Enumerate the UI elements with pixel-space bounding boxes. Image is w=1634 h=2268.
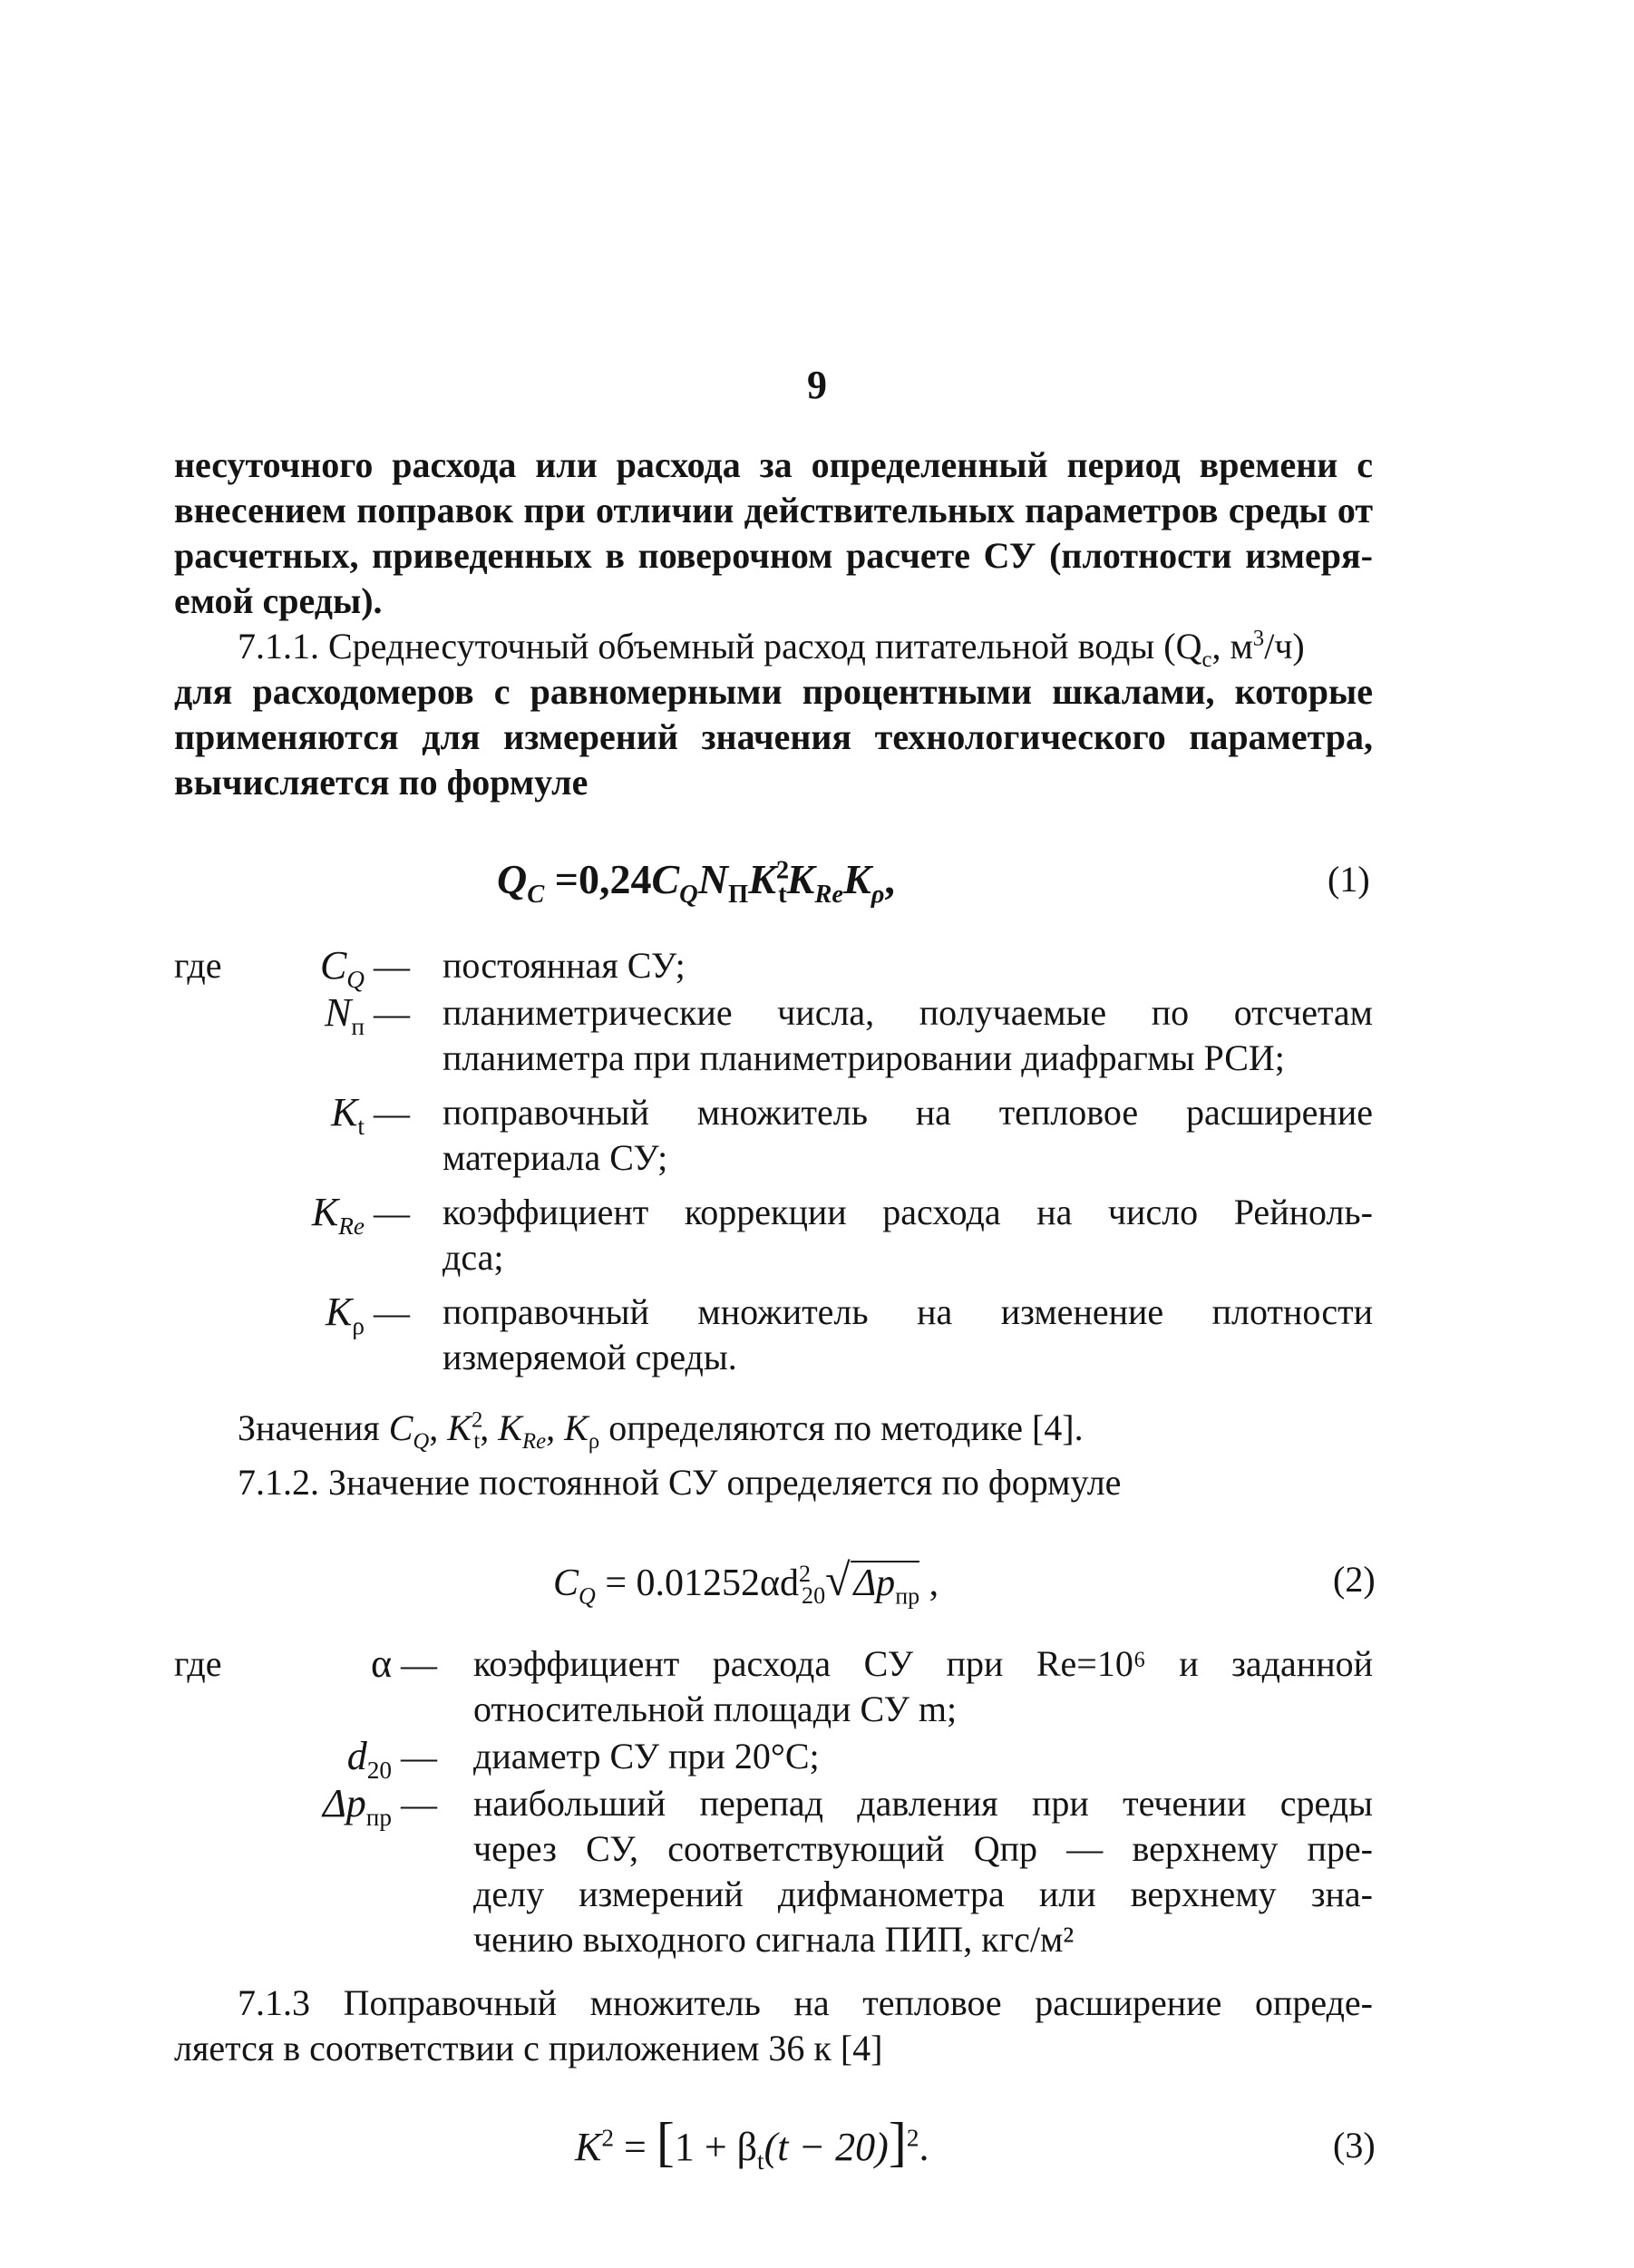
def4-dash: — — [374, 1192, 410, 1233]
f2-d-sub: 20 — [802, 1582, 826, 1610]
def8-sub: пр — [365, 1803, 392, 1831]
def2-dash: — — [374, 993, 410, 1034]
f3-open: [ — [656, 2112, 675, 2172]
f3-lhs: K — [575, 2125, 602, 2169]
page-number: 9 — [807, 363, 827, 407]
values-c: C — [388, 1407, 413, 1448]
def3-sym: K — [331, 1090, 358, 1134]
def5-text-1: поправочный множитель на изменение плотности — [443, 1291, 1373, 1332]
section-711-line-4: вычисляется по формуле — [174, 762, 588, 803]
f1-k1-sub: t — [778, 881, 787, 910]
f2-d-sup: 2 — [799, 1561, 812, 1587]
intro-line-2: внесением поправок при отличии действительных параметров среды от — [174, 490, 1373, 530]
def2-text-1: планиметрические числа, получаемые по отсчетам — [443, 992, 1373, 1033]
values-c-sub: Q — [413, 1429, 430, 1454]
def4-sym-kre — [265, 1190, 410, 1240]
def3-dash: — — [374, 1093, 410, 1134]
f3-close: ] — [888, 2112, 907, 2172]
def5-text-2: измеряемой среды. — [443, 1337, 737, 1377]
f1-c: C — [651, 856, 680, 902]
section-711-unit-tail: /ч) — [1264, 626, 1305, 667]
section-711-unit-exp: 3 — [1252, 626, 1265, 651]
f1-c-sub: Q — [679, 881, 698, 910]
values-k3: K — [564, 1407, 588, 1448]
values-k1-sup: 2 — [471, 1407, 483, 1433]
def6-text-2: относительной площади СУ m; — [473, 1689, 958, 1729]
f2-sqrt — [851, 1561, 920, 1610]
def1-sub: Q — [346, 965, 365, 993]
f1-k1: K — [748, 856, 776, 902]
def7-text-1: диаметр СУ при 20°С; — [473, 1736, 820, 1776]
values-line: Значения $C_Q$, $K^2_t$, $K_{Re}$, $K_\rho$ определяются по методике [4]. — [238, 1407, 1084, 1454]
f2-root-sub: пр — [895, 1582, 920, 1610]
section-711-unit: , м — [1211, 626, 1253, 667]
f3-close-sup: 2 — [906, 2124, 919, 2152]
intro-line-3: расчетных, приведенных в поверочном расчете СУ (плотности измеря- — [174, 535, 1373, 576]
f2-lhs-sub: Q — [579, 1582, 596, 1610]
f1-k2: K — [786, 856, 815, 902]
def6-sym-alpha — [272, 1641, 437, 1688]
def6-text-1: коэффициент расхода СУ при Re=10⁶ и заданной — [473, 1643, 1373, 1684]
def5-dash: — — [374, 1292, 410, 1333]
def8-sym: Δp — [322, 1781, 366, 1825]
def1-sym: C — [319, 943, 347, 988]
def1-text-1: постоянная СУ; — [443, 945, 686, 986]
f3-eq: = — [614, 2125, 657, 2169]
values-prefix: Значения — [238, 1407, 389, 1448]
f1-lhs: Q — [497, 856, 528, 902]
def7-sym: d — [346, 1734, 367, 1778]
def3-sub: t — [357, 1112, 365, 1140]
def8-sym-dp — [272, 1781, 437, 1831]
f1-eq: =0,24 — [554, 856, 652, 902]
def5-sym-krho — [265, 1290, 410, 1339]
values-suffix: определяются по методике [4]. — [599, 1407, 1084, 1448]
def3-text-1: поправочный множитель на тепловое расширение — [443, 1092, 1373, 1133]
def2-sub: п — [351, 1012, 365, 1040]
def3-sym-kt — [265, 1090, 410, 1140]
def5-sub: ρ — [352, 1311, 365, 1339]
f3-paren: (t − 20) — [764, 2125, 889, 2169]
def6-dash: — — [401, 1644, 437, 1685]
f2-lhs: C — [553, 1562, 579, 1604]
section-713-line-1: 7.1.3 Поправочный множитель на тепловое расширение опреде- — [238, 1982, 1373, 2023]
def4-text-1: коэффициент коррекции расхода на число Рейноль- — [443, 1192, 1373, 1232]
f1-lhs-sub: C — [527, 881, 545, 910]
formula-3-number: (3) — [1333, 2125, 1376, 2166]
section-713-line-2: ляется в соответствии с приложением 36 к [4] — [174, 2028, 883, 2068]
f2-eq: = 0.01252αd — [605, 1562, 800, 1604]
intro-line-4: емой среды). — [174, 580, 383, 621]
def2-text-2: планиметра при планиметрировании диафрагмы РСИ; — [443, 1037, 1285, 1078]
section-711-sub: c — [1201, 647, 1212, 672]
intro-line-1: несуточного расхода или расхода за определенный период времени с — [174, 444, 1373, 485]
f2-root: Δp — [853, 1562, 896, 1604]
values-k2-sub: Re — [521, 1429, 547, 1454]
f1-n: N — [697, 856, 728, 902]
def2-sym: N — [325, 990, 352, 1035]
def4-text-2: дса; — [443, 1237, 504, 1278]
def4-sym: K — [311, 1190, 339, 1234]
formula-2: $C_Q = 0.01252\alpha d^2_{20}√\Delta p_{пр}$ , — [553, 1554, 939, 1610]
f1-n-sub: П — [728, 881, 749, 910]
def8-dash: — — [401, 1784, 437, 1825]
formula-2-number: (2) — [1333, 1559, 1376, 1600]
values-k3-sub: ρ — [588, 1429, 600, 1454]
section-711-line-1 — [238, 624, 1373, 672]
f3-beta-sub: t — [757, 2146, 764, 2175]
def2-sym-nn — [265, 990, 410, 1040]
f2-tail: , — [929, 1562, 939, 1604]
f3-body: 1 + β — [674, 2125, 758, 2169]
def8-text-2: через СУ, соответствующий Qпр — верхнему пре- — [473, 1828, 1373, 1869]
def1-sym-cq — [265, 943, 410, 993]
def3-text-2: материала СУ; — [443, 1137, 668, 1178]
formula-3 — [575, 2112, 929, 2175]
def1-dash: — — [374, 946, 410, 987]
f1-k2-sub: Re — [814, 881, 844, 910]
section-712: 7.1.2. Значение постоянной СУ определяется по формуле — [238, 1462, 1122, 1503]
section-711-line-3: применяются для измерений значения технологического параметра, — [174, 716, 1373, 757]
f3-tail: . — [919, 2125, 929, 2169]
f1-k1-sup: 2 — [775, 856, 790, 885]
def6-sym: α — [370, 1641, 392, 1686]
f1-k3-sub: ρ — [870, 881, 885, 910]
values-k1: K — [447, 1407, 472, 1448]
def8-text-3: делу измерений дифманометра или верхнему зна- — [473, 1874, 1373, 1914]
def8-text-4: чению выходного сигнала ПИП, кгс/м² — [473, 1919, 1075, 1960]
f1-tail: , — [884, 856, 895, 902]
values-k1-sub: t — [473, 1429, 481, 1454]
def7-sym-d20 — [272, 1734, 437, 1784]
where-label-1: где — [174, 945, 222, 986]
def7-sub: 20 — [366, 1756, 392, 1784]
formula-1-number: (1) — [1328, 859, 1370, 900]
section-711-line-2: для расходомеров с равномерными процентными шкалами, которые — [174, 671, 1373, 712]
def5-sym: K — [326, 1290, 353, 1334]
where-label-2: где — [174, 1643, 222, 1684]
def8-text-1: наибольший перепад давления при течении среды — [473, 1783, 1373, 1824]
formula-1 — [497, 852, 895, 910]
f1-k3: K — [843, 856, 871, 902]
def7-dash: — — [401, 1737, 437, 1777]
def4-sub: Re — [338, 1212, 365, 1240]
f3-lhs-sup: 2 — [601, 2124, 614, 2152]
section-711-text: 7.1.1. Среднесуточный объемный расход питательной воды (Q — [238, 626, 1202, 667]
values-k2: K — [498, 1407, 522, 1448]
